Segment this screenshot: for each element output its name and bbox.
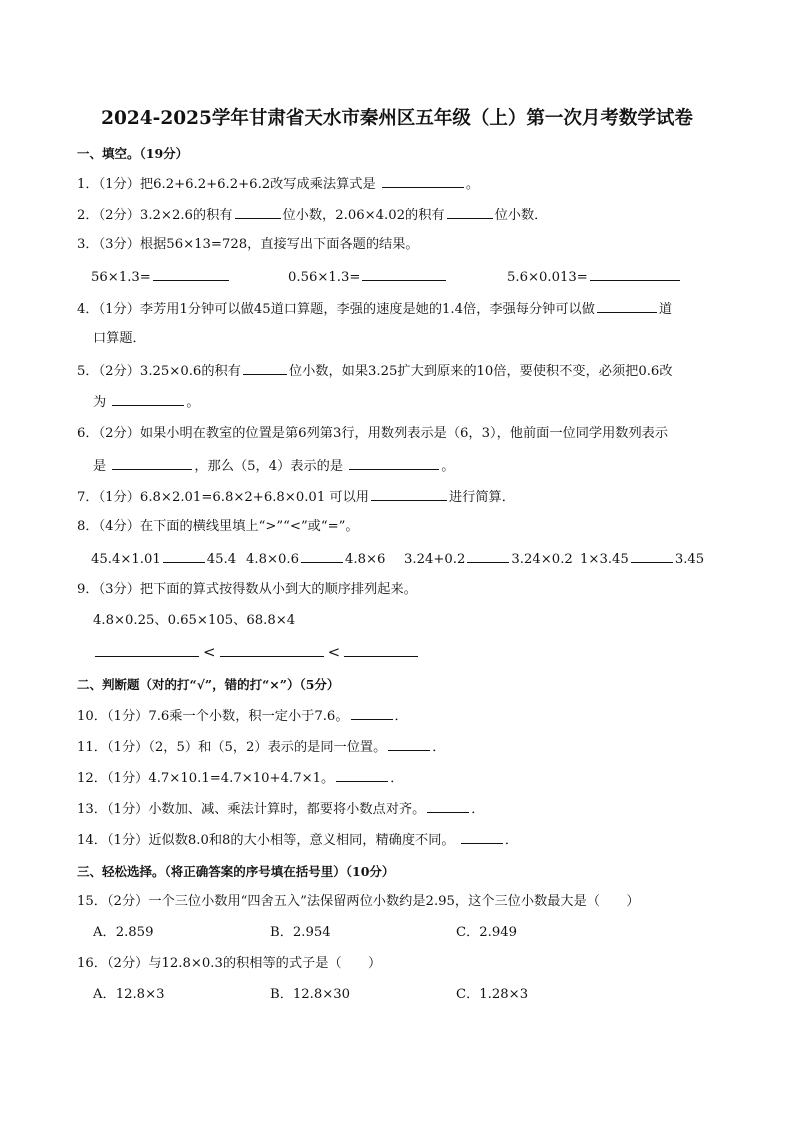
question-13: 13．（1分）小数加、减、乘法计算时，都要将小数点对齐。 ． (77, 798, 484, 820)
answer-blank[interactable] (388, 736, 430, 751)
answer-blank[interactable] (427, 798, 469, 813)
question-9-order: < < (93, 642, 420, 664)
answer-blank[interactable] (344, 642, 418, 657)
answer-blank[interactable] (163, 548, 205, 563)
section-heading-2: 二、判断题（对的打“√”，错的打“×”）（5分） (77, 677, 340, 692)
answer-blank[interactable] (631, 548, 673, 563)
question-16: 16．（2分）与12.8×0.3的积相等的式子是（ ） (77, 956, 382, 971)
q3-item-2: 0.56×1.3= (288, 266, 448, 288)
question-4: 4．（1分）李芳用1分钟可以做45道口算题，李强的速度是她的1.4倍，李强每分钟可以做 道 (77, 298, 672, 320)
section-heading-1: 一、填空。（19分） (77, 146, 189, 161)
q8-item-1: 45.4×1.01 45.4 (91, 548, 236, 570)
answer-blank[interactable] (153, 266, 229, 281)
question-10: 10．（1分）7.6乘一个小数，积一定小于7.6。 ． (77, 705, 408, 727)
q15-option-a[interactable]: A．2.859 (93, 925, 154, 940)
answer-blank[interactable] (95, 642, 199, 657)
question-14: 14．（1分）近似数8.0和8的大小相等，意义相同，精确度不同。 ． (77, 829, 518, 851)
q16-option-a[interactable]: A．12.8×3 (93, 987, 165, 1002)
answer-blank[interactable] (371, 486, 447, 501)
answer-blank[interactable] (362, 266, 446, 281)
answer-blank[interactable] (590, 266, 680, 281)
question-1: 1．（1分）把6.2+6.2+6.2+6.2改写成乘法算式是 。 (77, 173, 479, 195)
question-7: 7．（1分）6.8×2.01=6.8×2+6.8×0.01 可以用 进行简算． (77, 486, 515, 508)
q8-item-3: 3.24+0.2 3.24×0.2 (404, 548, 573, 570)
question-9: 9．（3分）把下面的算式按得数从小到大的顺序排列起来。 (77, 582, 417, 597)
question-4-cont: 口算题． (93, 331, 146, 346)
q3-item-3: 5.6×0.013= (507, 266, 682, 288)
question-11: 11．（1分）（2，5）和（5，2）表示的是同一位置。 ． (77, 736, 445, 758)
answer-blank[interactable] (112, 455, 192, 470)
question-5: 5．（2分）3.25×0.6的积有 位小数，如果3.25扩大到原来的10倍，要使积不变，必须把0.6改 (77, 360, 673, 382)
q8-item-4: 1×3.45 3.45 (580, 548, 704, 570)
q15-option-c[interactable]: C．2.949 (456, 925, 518, 940)
question-8: 8．（4分）在下面的横线里填上“>”“<”或“=”。 (77, 519, 359, 534)
answer-blank[interactable] (351, 705, 393, 720)
answer-blank[interactable] (461, 829, 503, 844)
question-15: 15．（2分）一个三位小数用“四舍五入”法保留两位小数约是2.95，这个三位小数最大是（ ） (77, 894, 640, 909)
answer-blank[interactable] (382, 173, 464, 188)
question-3: 3．（3分）根据56×13=728，直接写出下面各题的结果。 (77, 237, 419, 252)
answer-blank[interactable] (220, 642, 324, 657)
answer-blank[interactable] (112, 391, 184, 406)
answer-blank[interactable] (235, 204, 281, 219)
answer-blank[interactable] (336, 767, 388, 782)
answer-blank[interactable] (243, 360, 287, 375)
q16-option-c[interactable]: C．1.28×3 (456, 987, 529, 1002)
q8-item-2: 4.8×0.6 4.8×6 (246, 548, 385, 570)
answer-blank[interactable] (349, 455, 439, 470)
section-heading-3: 三、轻松选择。（将正确答案的序号填在括号里）（10分） (77, 864, 395, 879)
answer-blank[interactable] (467, 548, 509, 563)
answer-blank[interactable] (301, 548, 343, 563)
question-5-cont: 为 。 (93, 391, 200, 413)
q15-option-b[interactable]: B．2.954 (270, 925, 331, 940)
question-6-cont: 是 ，那么（5，4）表示的是 。 (93, 455, 454, 477)
answer-blank[interactable] (447, 204, 493, 219)
q16-option-b[interactable]: B．12.8×30 (270, 987, 351, 1002)
exam-title: 2024-2025学年甘肃省天水市秦州区五年级（上）第一次月考数学试卷 (101, 108, 693, 129)
question-6: 6．（2分）如果小明在教室的位置是第6列第3行，用数列表示是（6，3），他前面一位同学用数列表示 (77, 426, 669, 441)
question-12: 12．（1分）4.7×10.1=4.7×10+4.7×1。 ． (77, 767, 403, 789)
question-2: 2．（2分）3.2×2.6的积有 位小数，2.06×4.02的积有 位小数． (77, 204, 547, 226)
answer-blank[interactable] (597, 298, 657, 313)
question-9-expressions: 4.8×0.25、0.65×105、68.8×4 (93, 613, 296, 628)
q3-item-1: 56×1.3= (91, 266, 231, 288)
